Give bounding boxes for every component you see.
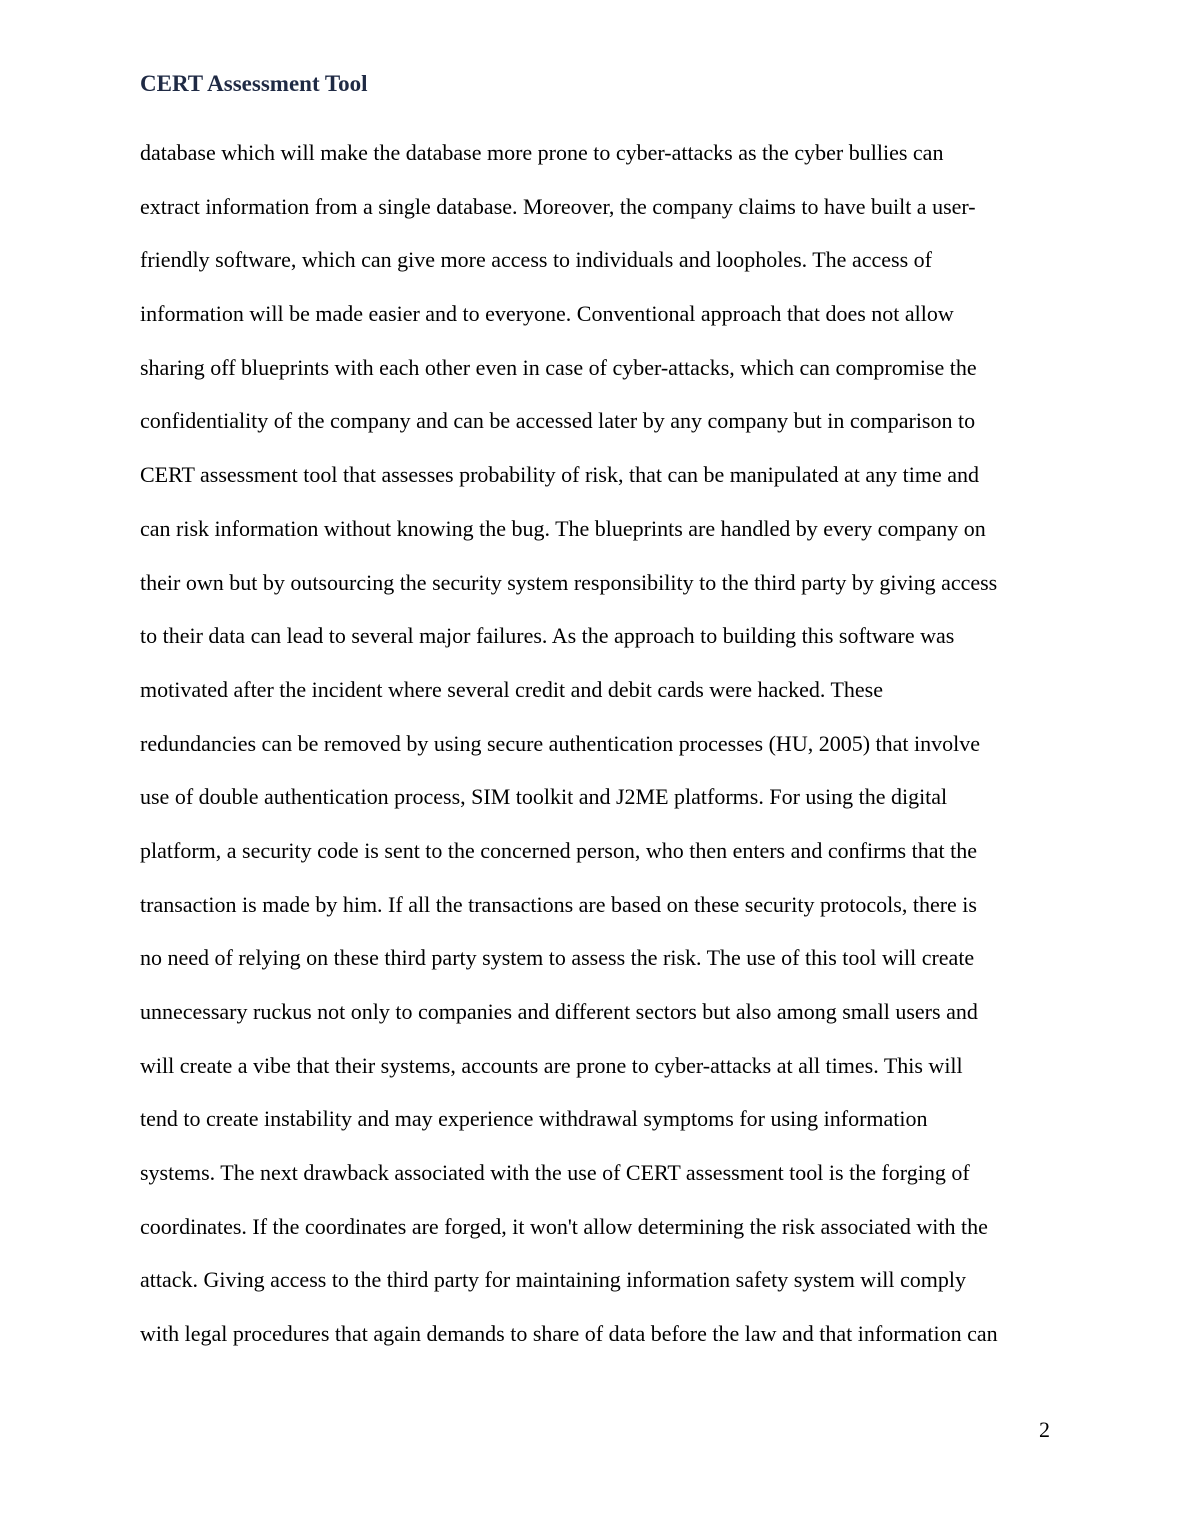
page-title: CERT Assessment Tool (140, 71, 368, 96)
text-line: confidentiality of the company and can be accessed later by any company but in comparison to (140, 408, 976, 434)
text-line: extract information from a single database. Moreover, the company claims to have built a user- (140, 193, 976, 219)
text-line: unnecessary ruckus not only to companies and different sectors but also among small users and (140, 999, 978, 1024)
text-line: information will be made easier and to everyone. Conventional approach that does not allow (140, 301, 954, 327)
text-line: transaction is made by him. If all the transactions are based on these security protocols, there is (140, 891, 977, 917)
text-line: to their data can lead to several major failures. As the approach to building this software was (140, 623, 955, 649)
text-line: CERT assessment tool that assesses probability of risk, that can be manipulated at any time and (140, 462, 979, 488)
text-line: database which will make the database more prone to cyber-attacks as the cyber bullies can (140, 140, 944, 165)
text-line: platform, a security code is sent to the concerned person, who then enters and confirms that the (140, 837, 977, 863)
text-line: friendly software, which can give more access to individuals and loopholes. The access of (140, 247, 932, 273)
text-line: can risk information without knowing the bug. The blueprints are handled by every company on (140, 515, 986, 541)
page-number: 2 (1039, 1417, 1050, 1442)
text-line: attack. Giving access to the third party for maintaining information safety system will comply (140, 1267, 967, 1293)
text-line: will create a vibe that their systems, accounts are prone to cyber-attacks at all times. This will (140, 1052, 963, 1078)
text-line: systems. The next drawback associated with the use of CERT assessment tool is the forging of (140, 1160, 970, 1186)
text-line: their own but by outsourcing the security system responsibility to the third party by giving access (140, 569, 998, 595)
text-line: redundancies can be removed by using secure authentication processes (HU, 2005) that involve (140, 730, 981, 756)
body-paragraph (140, 126, 1060, 1361)
text-line: with legal procedures that again demands to share of data before the law and that information can (140, 1321, 998, 1347)
text-line: coordinates. If the coordinates are forged, it won't allow determining the risk associated with the (140, 1213, 988, 1239)
text-line: use of double authentication process, SIM toolkit and J2ME platforms. For using the digital (140, 784, 948, 810)
text-line: no need of relying on these third party system to assess the risk. The use of this tool will create (140, 945, 975, 971)
text-line: sharing off blueprints with each other even in case of cyber-attacks, which can compromise the (140, 354, 977, 380)
text-line: tend to create instability and may experience withdrawal symptoms for using information (140, 1106, 928, 1132)
text-line: motivated after the incident where several credit and debit cards were hacked. These (140, 676, 883, 702)
